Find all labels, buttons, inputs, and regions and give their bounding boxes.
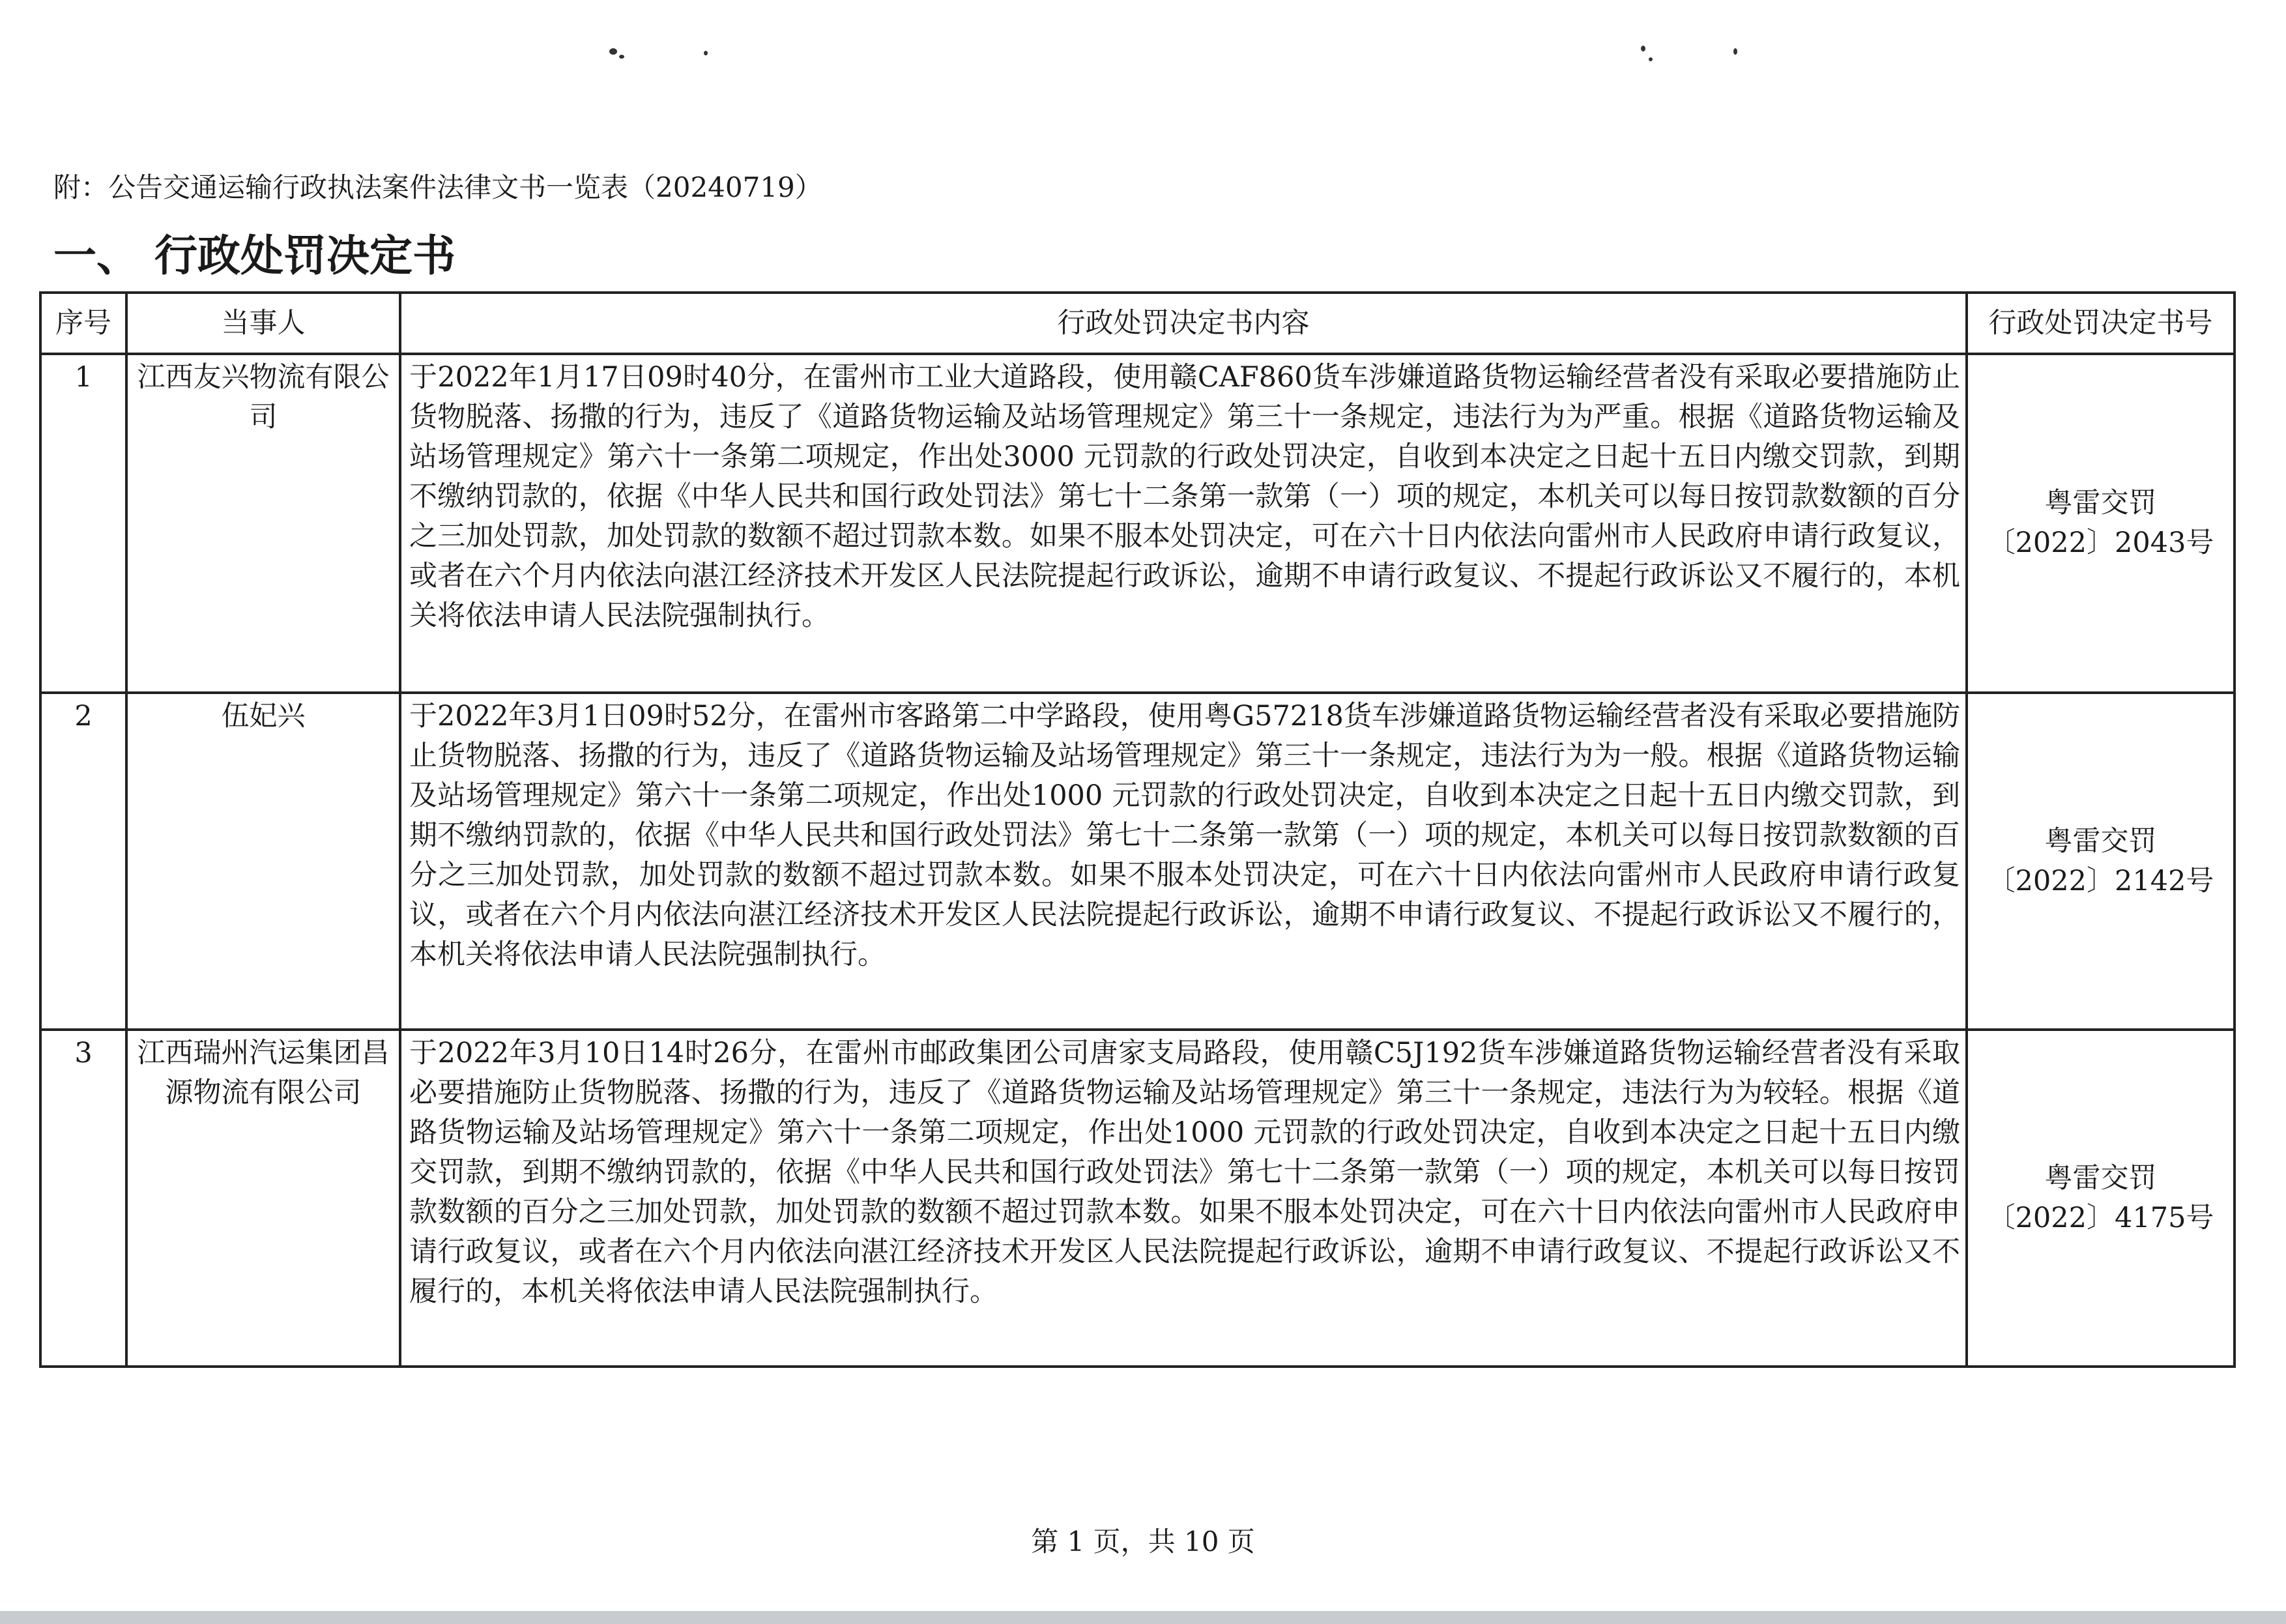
doc-no-prefix: 粤雷交罚: [2044, 824, 2157, 858]
row-num: 2: [40, 693, 126, 1030]
row-doc-no: [1967, 693, 2235, 1030]
table-row: [40, 693, 2235, 1030]
scan-speck: [609, 48, 617, 55]
header-num: 序号: [40, 293, 126, 354]
table-header-row: [40, 293, 2235, 354]
row-party: 江西友兴物流有限公司: [126, 354, 400, 693]
doc-no-number: 〔2022〕2043号: [1987, 527, 2214, 559]
doc-no-prefix: 粤雷交罚: [2044, 487, 2157, 519]
row-num: 1: [40, 354, 126, 693]
row-party: 江西瑞州汽运集团昌源物流有限公司: [126, 1030, 400, 1367]
row-content: 于2022年3月1日09时52分，在雷州市客路第二中学路段，使用粤G57218货车涉嫌道路货物运输经营者没有采取必要措施防止货物脱落、扬撒的行为，违反了《道路货物运输及站场管理规定》第三十一条规定，违法行为为一般。根据《道路货物运输及站场管理规定》第六十一条第二项规定，作出处1000 元罚款的行政处罚决定，自收到本决定之日起十五日内缴交罚款，到期不缴纳罚款的，依据《中华人民共和国行政处罚法》第七十二条第一款第（一）项的规定，本机关可以每日按罚款数额的百分之三加处罚款，加处罚款的数额不超过罚款本数。如果不服本处罚决定，可在六十日内依法向雷州市人民政府申请行政复议，或者在六个月内依法向湛江经济技术开发区人民法院提起行政诉讼，逾期不申请行政复议、不提起行政诉讼又不履行的，本机关将依法申请人民法院强制执行。: [400, 693, 1967, 1030]
doc-no-number: 〔2022〕2142号: [1987, 864, 2214, 897]
penalty-decision-table: [39, 291, 2236, 1368]
scan-speck: [1733, 48, 1737, 55]
header-party: 当事人: [126, 293, 400, 354]
doc-no-prefix: 粤雷交罚: [2044, 1161, 2157, 1195]
header-content: 行政处罚决定书内容: [400, 293, 1967, 354]
table-row: [40, 354, 2235, 693]
page-footer: 第 1 页，共 10 页: [1031, 1526, 1255, 1558]
scan-edge-band: [0, 1611, 2286, 1624]
row-content: 于2022年1月17日09时40分，在雷州市工业大道路段，使用赣CAF860货车涉嫌道路货物运输经营者没有采取必要措施防止货物脱落、扬撒的行为，违反了《道路货物运输及站场管理规定》第三十一条规定，违法行为为严重。根据《道路货物运输及站场管理规定》第六十一条第二项规定，作出处3000 元罚款的行政处罚决定，自收到本决定之日起十五日内缴交罚款，到期不缴纳罚款的，依据《中华人民共和国行政处罚法》第七十二条第一款第（一）项的规定，本机关可以每日按罚款数额的百分之三加处罚款，加处罚款的数额不超过罚款本数。如果不服本处罚决定，可在六十日内依法向雷州市人民政府申请行政复议，或者在六个月内依法向湛江经济技术开发区人民法院提起行政诉讼，逾期不申请行政复议、不提起行政诉讼又不履行的，本机关将依法申请人民法院强制执行。: [400, 354, 1967, 693]
doc-no-number: 〔2022〕4175号: [1987, 1201, 2214, 1234]
attachment-title: 附：公告交通运输行政执法案件法律文书一览表（20240719）: [53, 171, 822, 203]
header-doc-no: 行政处罚决定书号: [1967, 293, 2235, 354]
row-content: 于2022年3月10日14时26分，在雷州市邮政集团公司唐家支局路段，使用赣C5J192货车涉嫌道路货物运输经营者没有采取必要措施防止货物脱落、扬撒的行为，违反了《道路货物运输及站场管理规定》第三十一条规定，违法行为为较轻。根据《道路货物运输及站场管理规定》第六十一条第二项规定，作出处1000 元罚款的行政处罚决定，自收到本决定之日起十五日内缴交罚款，到期不缴纳罚款的，依据《中华人民共和国行政处罚法》第七十二条第一款第（一）项的规定，本机关可以每日按罚款数额的百分之三加处罚款，加处罚款的数额不超过罚款本数。如果不服本处罚决定，可在六十日内依法向雷州市人民政府申请行政复议，或者在六个月内依法向湛江经济技术开发区人民法院提起行政诉讼，逾期不申请行政复议、不提起行政诉讼又不履行的，本机关将依法申请人民法院强制执行。: [400, 1030, 1967, 1367]
scan-speck: [1649, 57, 1653, 61]
scan-speck: [704, 51, 708, 55]
section-title: 一、 行政处罚决定书: [53, 231, 456, 281]
row-doc-no: [1967, 354, 2235, 693]
scan-speck: [619, 55, 624, 59]
table-row: [40, 1030, 2235, 1367]
scan-speck: [1641, 46, 1645, 51]
row-doc-no: [1967, 1030, 2235, 1367]
row-party: 伍妃兴: [126, 693, 400, 1030]
row-num: 3: [40, 1030, 126, 1367]
